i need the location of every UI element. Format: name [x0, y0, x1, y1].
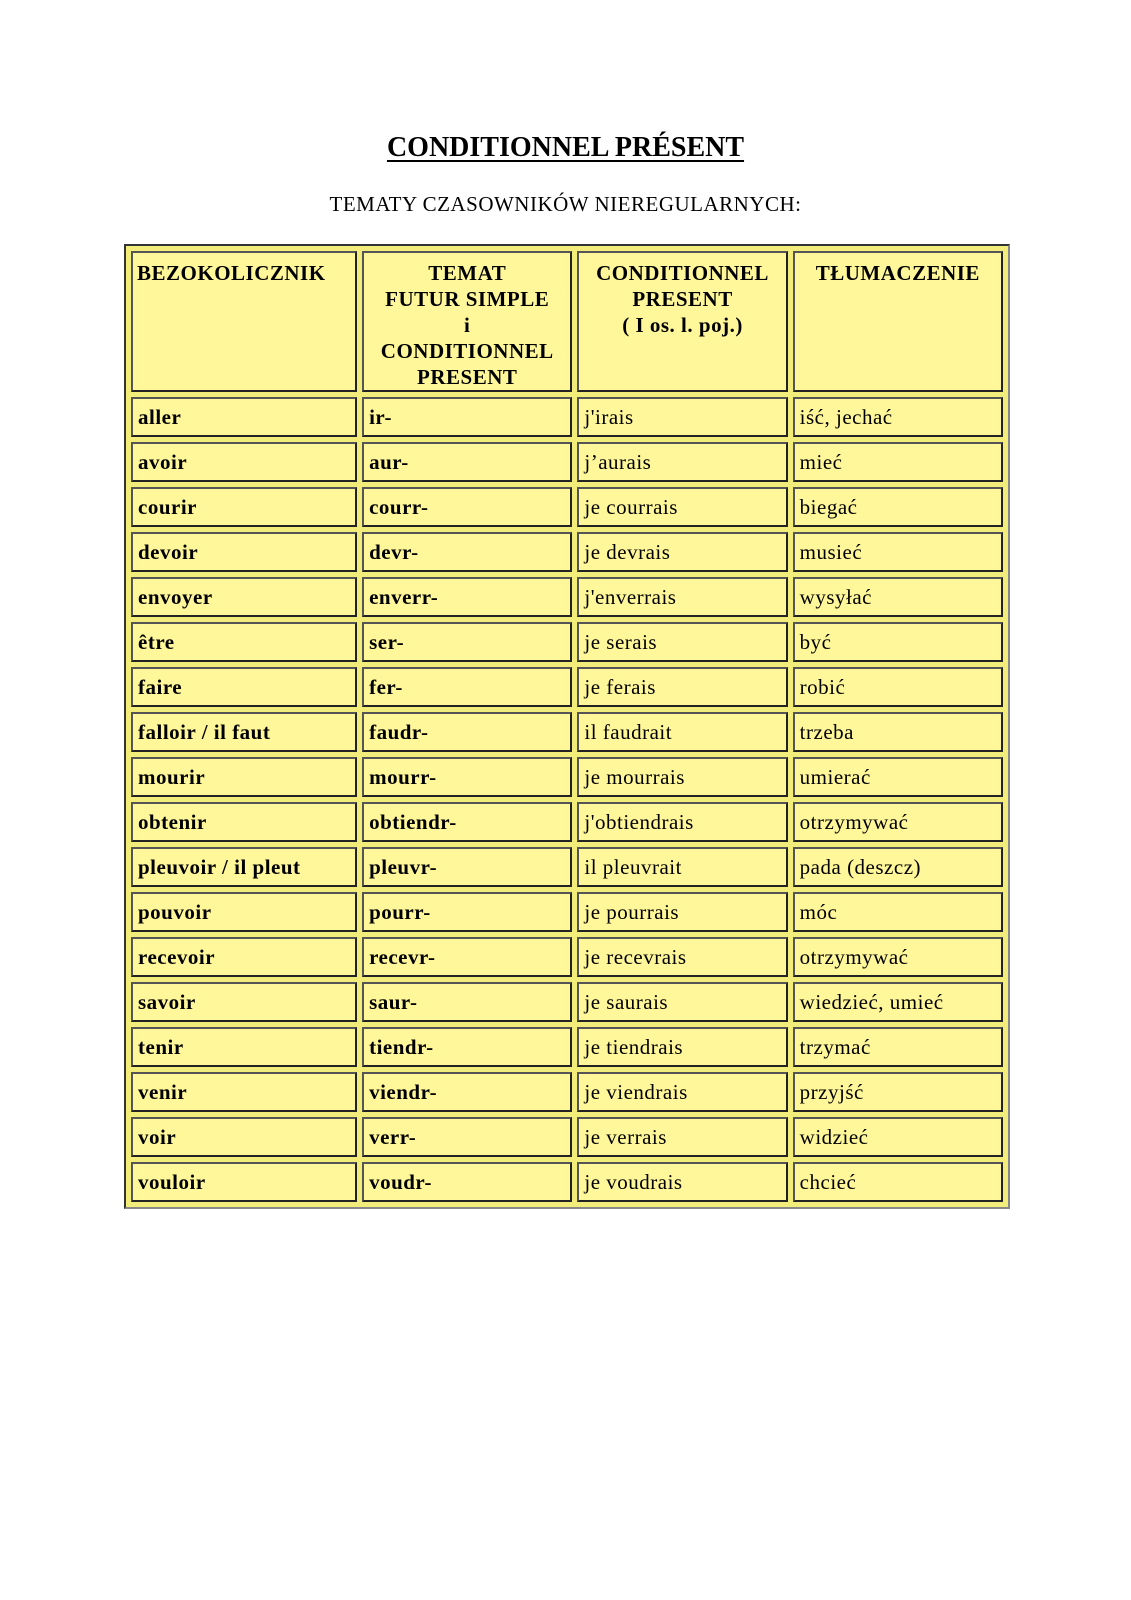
header-stem	[362, 251, 572, 392]
stem-cell: recevr-	[362, 937, 572, 977]
header-infinitive	[131, 251, 357, 392]
header-line: BEZOKOLICZNIK	[137, 261, 326, 285]
table-row	[131, 1117, 1003, 1157]
stem-cell: faudr-	[362, 712, 572, 752]
header-conditional	[577, 251, 787, 392]
infinitive-cell: pouvoir	[131, 892, 357, 932]
conditional-cell: je pourrais	[577, 892, 787, 932]
header-line: CONDITIONNEL	[380, 339, 554, 363]
page-title-text: CONDITIONNEL PRÉSENT	[386, 132, 745, 163]
header-line: FUTUR SIMPLE	[385, 287, 550, 311]
stem-cell: fer-	[362, 667, 572, 707]
stem-cell: pleuvr-	[362, 847, 572, 887]
page-subtitle: TEMATY CZASOWNIKÓW NIEREGULARNYCH:	[329, 192, 802, 216]
conditional-cell: je verrais	[577, 1117, 787, 1157]
conditional-cell: il faudrait	[577, 712, 787, 752]
stem-cell: aur-	[362, 442, 572, 482]
infinitive-cell: voir	[131, 1117, 357, 1157]
conditional-cell: je ferais	[577, 667, 787, 707]
conditional-cell: je voudrais	[577, 1162, 787, 1202]
stem-cell: obtiendr-	[362, 802, 572, 842]
stem-cell: ser-	[362, 622, 572, 662]
stem-cell: saur-	[362, 982, 572, 1022]
table-row	[131, 802, 1003, 842]
header-line: i	[464, 313, 471, 337]
table-row	[131, 892, 1003, 932]
table-row	[131, 577, 1003, 617]
conditional-cell: je saurais	[577, 982, 787, 1022]
stem-cell: enverr-	[362, 577, 572, 617]
header-line: ( I os. l. poj.)	[622, 313, 743, 337]
infinitive-cell: courir	[131, 487, 357, 527]
stem-cell: viendr-	[362, 1072, 572, 1112]
table-row	[131, 1027, 1003, 1067]
conditional-cell: je mourrais	[577, 757, 787, 797]
table-row	[131, 532, 1003, 572]
table-row	[131, 847, 1003, 887]
table-row	[131, 1162, 1003, 1202]
infinitive-cell: faire	[131, 667, 357, 707]
header-line: PRESENT	[632, 287, 733, 311]
translation-cell: chcieć	[793, 1162, 1003, 1202]
infinitive-cell: vouloir	[131, 1162, 357, 1202]
table-row	[131, 397, 1003, 437]
translation-cell: iść, jechać	[793, 397, 1003, 437]
infinitive-cell: pleuvoir / il pleut	[131, 847, 357, 887]
header-translation	[793, 251, 1003, 392]
conditional-cell: je courrais	[577, 487, 787, 527]
translation-cell: otrzymywać	[793, 802, 1003, 842]
infinitive-cell: falloir / il faut	[131, 712, 357, 752]
table-row	[131, 712, 1003, 752]
verb-table-frame	[124, 244, 1010, 1209]
conditional-cell: j'irais	[577, 397, 787, 437]
stem-cell: pourr-	[362, 892, 572, 932]
infinitive-cell: devoir	[131, 532, 357, 572]
infinitive-cell: être	[131, 622, 357, 662]
translation-cell: biegać	[793, 487, 1003, 527]
translation-cell: wysyłać	[793, 577, 1003, 617]
translation-cell: widzieć	[793, 1117, 1003, 1157]
conditional-cell: il pleuvrait	[577, 847, 787, 887]
conditional-cell: je recevrais	[577, 937, 787, 977]
translation-cell: wiedzieć, umieć	[793, 982, 1003, 1022]
stem-cell: mourr-	[362, 757, 572, 797]
table-row	[131, 442, 1003, 482]
stem-cell: voudr-	[362, 1162, 572, 1202]
infinitive-cell: envoyer	[131, 577, 357, 617]
table-row	[131, 1072, 1003, 1112]
translation-cell: móc	[793, 892, 1003, 932]
table-body	[131, 397, 1003, 1202]
infinitive-cell: avoir	[131, 442, 357, 482]
table-row	[131, 982, 1003, 1022]
stem-cell: ir-	[362, 397, 572, 437]
conditional-cell: j’aurais	[577, 442, 787, 482]
table-row	[131, 757, 1003, 797]
translation-cell: umierać	[793, 757, 1003, 797]
table-row	[131, 487, 1003, 527]
verb-table	[126, 246, 1008, 1207]
page-title	[0, 132, 1131, 164]
stem-cell: tiendr-	[362, 1027, 572, 1067]
conditional-cell: je tiendrais	[577, 1027, 787, 1067]
translation-cell: mieć	[793, 442, 1003, 482]
table-row	[131, 937, 1003, 977]
table-header-row	[131, 251, 1003, 392]
infinitive-cell: aller	[131, 397, 357, 437]
header-line: TEMAT	[428, 261, 507, 285]
translation-cell: robić	[793, 667, 1003, 707]
infinitive-cell: obtenir	[131, 802, 357, 842]
conditional-cell: je serais	[577, 622, 787, 662]
stem-cell: verr-	[362, 1117, 572, 1157]
infinitive-cell: recevoir	[131, 937, 357, 977]
table-row	[131, 667, 1003, 707]
conditional-cell: je viendrais	[577, 1072, 787, 1112]
conditional-cell: j'obtiendrais	[577, 802, 787, 842]
translation-cell: pada (deszcz)	[793, 847, 1003, 887]
stem-cell: devr-	[362, 532, 572, 572]
header-line: TŁUMACZENIE	[815, 261, 980, 285]
infinitive-cell: venir	[131, 1072, 357, 1112]
translation-cell: trzymać	[793, 1027, 1003, 1067]
translation-cell: być	[793, 622, 1003, 662]
translation-cell: przyjść	[793, 1072, 1003, 1112]
infinitive-cell: mourir	[131, 757, 357, 797]
infinitive-cell: tenir	[131, 1027, 357, 1067]
translation-cell: otrzymywać	[793, 937, 1003, 977]
stem-cell: courr-	[362, 487, 572, 527]
header-line: PRESENT	[417, 365, 518, 389]
translation-cell: trzeba	[793, 712, 1003, 752]
conditional-cell: je devrais	[577, 532, 787, 572]
header-line: CONDITIONNEL	[596, 261, 769, 285]
conditional-cell: j'enverrais	[577, 577, 787, 617]
table-row	[131, 622, 1003, 662]
infinitive-cell: savoir	[131, 982, 357, 1022]
translation-cell: musieć	[793, 532, 1003, 572]
